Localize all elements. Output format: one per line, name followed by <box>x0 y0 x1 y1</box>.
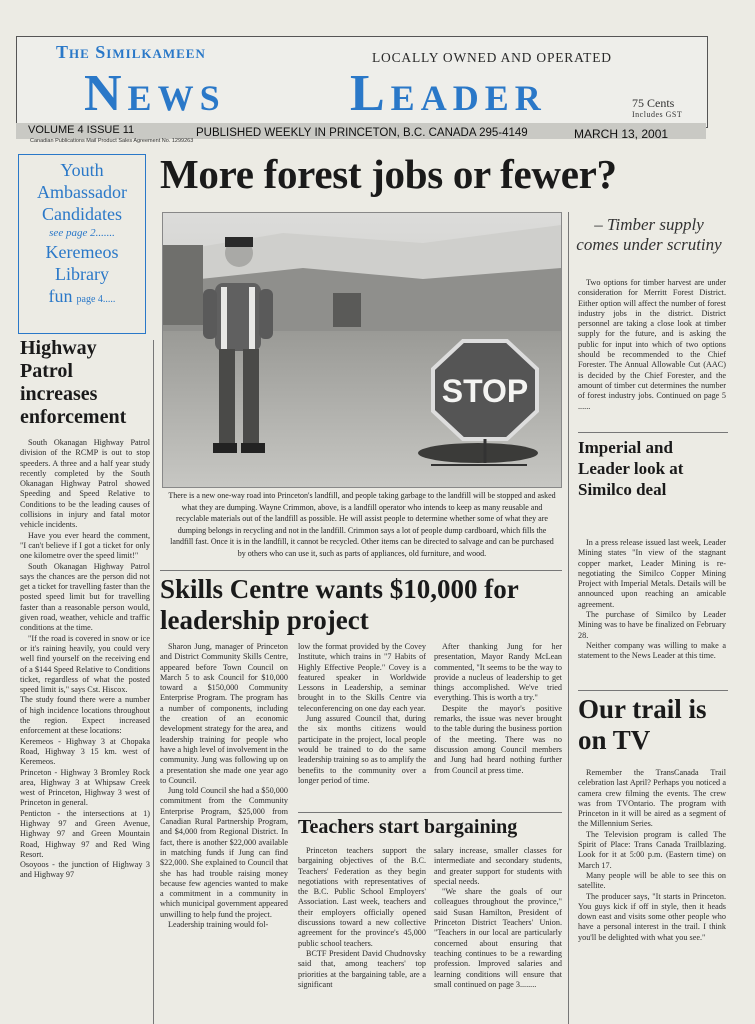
highway-body-8: Penticton - the intersections at 1) Highway 97 and Green Avenue, Highway 97 and Green Mountain Road, Highway 97 and Red Wing Resort. <box>20 808 150 859</box>
skills-col-1 <box>160 642 288 930</box>
divider <box>160 570 562 571</box>
skills-text-1: Sharon Jung, manager of Princeton and District Community Skills Centre, appeared before Town Council on March 5 to ask Council for $10,000 toward a $150,000 Community Enterprise Program. The program has a number of components, including the creation of an economic development strategy for the area, and leadership training for people who have a high level of involvement in the community. Jung was following up on a presentation she made one year ago to Council. <box>160 642 289 785</box>
stop-sign-text: STOP <box>441 373 529 409</box>
imperial-headline[interactable]: Imperial and Leader look at Similco deal <box>578 438 684 499</box>
highway-body-2: Have you ever heard the comment, "I can't believe if I got a ticket for only one kilometre over the speed limit!" <box>20 530 150 561</box>
masthead-tagline: LOCALLY OWNED AND OPERATED <box>372 50 612 65</box>
column-rule <box>568 212 569 1024</box>
promo-see-page-2[interactable]: see page 2....... <box>49 227 115 239</box>
trail-body-3: Many people will be able to see this on satellite. <box>578 870 726 891</box>
highway-story <box>20 438 150 881</box>
promo-see-page-4[interactable]: page 4..... <box>76 294 116 305</box>
promo-fun-line <box>19 285 145 307</box>
highway-body-6: Keremeos - Highway 3 at Chopaka Road, Highway 3 15 km. west of Keremeos. <box>20 736 150 767</box>
imperial-body-3: Neither company was willing to make a statement to the News Leader at this time. <box>578 640 726 661</box>
price-value: 75 Cents <box>632 96 675 110</box>
promo-library: Library <box>55 264 109 284</box>
teachers-text-2: BCTF President David Chudnovsky said that, among teachers' top priorities at the bargaining table, are a significant <box>298 948 426 989</box>
published-line: PUBLISHED WEEKLY IN PRINCETON, B.C. CANADA 295-4149 <box>196 127 528 139</box>
lead-headline[interactable]: More forest jobs or fewer? <box>160 151 617 197</box>
timber-story <box>578 278 726 412</box>
teachers-headline[interactable]: Teachers start bargaining <box>298 816 518 838</box>
timber-body: Two options for timber harvest are under consideration for Merritt Forest District. Either option will affect the number of forest industry jobs in the district. District personnel are taking a close look at timber supply for the future, and is asking the public for input into which of two options should be recommended to the Chief Forester. The Annual Allowable Cut (AAC) is decided by the Chief Forester, and the amount of timber cut determines the number of forest industry jobs. Continued on page 5 ...... <box>578 278 726 411</box>
lead-photo <box>162 212 562 488</box>
promo-youth: Youth <box>60 160 104 180</box>
divider <box>578 690 728 691</box>
imperial-body-2: The purchase of Similco by Leader Mining was to have be finalized on February 28. <box>578 610 726 640</box>
teachers-col-2 <box>434 846 562 990</box>
price-note: Includes GST <box>632 110 683 119</box>
trail-story <box>578 768 726 943</box>
skills-text-4: low the format provided by the Covey Institute, which trains in "7 Habits of Highly Effective People." Covey is a featured speaker in Worldwide Lessons in Leadership, a seminar brought in to the Skills Centre via teleconferencing on one day each year. <box>298 642 426 713</box>
masthead-news: News <box>84 65 226 122</box>
promo-fun: fun <box>48 286 73 306</box>
photo-caption: There is a new one-way road into Princeton's landfill, and people taking garbage to the landfill will be stopped and asked what they are dumping. Wayne Crimmon, above, is a landfill operator who intends to keep as many reusable and recyclable materials out of the landfill as possible. He will assist people to determine whether some of what they are dumping belongs in recycling and not in the landfill. Crimmon says a lot of people dump cardboard, which fills the landfill fast. Once it is in the landfill, it cannot be recycled. Other items can be directed to salvage and can be purchased by others who can use it, such as parts of appliances, old furniture, and wood. <box>168 491 556 558</box>
masthead-leader: Leader <box>350 65 547 122</box>
skills-text-5: Jung assured Council that, during the six months citizens would participate in the project, local people would be trained to do the same leadership training so as to amplify the benefits to the community over a longer period of time. <box>298 714 426 785</box>
landfill-photo-illustration <box>163 213 561 487</box>
masthead-price <box>632 97 682 121</box>
skills-col-3 <box>434 642 562 776</box>
imperial-body-1: In a press release issued last week, Leader Mining states "In view of the stagnant copper market, Leader Mining is re-negotiating the Similco Copper Mining Project with Imperial Metals. Details will be announced upon reaching an amicable agreement. <box>578 538 726 609</box>
mail-agreement: Canadian Publications Mail Product Sales Agreement No. 1299263 <box>30 138 194 144</box>
divider <box>298 812 562 813</box>
trail-body-2: The Television program is called The Spirit of Place: Trans Canada Trailblazing. Look for it at 5:00 p.m. (Eastern time) on March 17. <box>578 829 726 870</box>
trail-body-1: Remember the TransCanada Trail celebration last April? Perhaps you noticed a camera crew filming the events. The crew was from TVOntario. The program with Princeton in it will be aired as a segment of the Millennium Series. <box>578 768 726 829</box>
highway-body-4: "If the road is covered in snow or ice or it's raining heavily, you could very well find yourself on the receiving end of a $144 Speed Relative to Conditions ticket, regardless of what the posted speed limit is," says Cst. Hiscox. <box>20 633 150 695</box>
masthead-the-similkameen: The Similkameen <box>56 42 206 62</box>
divider <box>578 432 728 433</box>
column-rule <box>153 340 154 1024</box>
promo-box[interactable] <box>18 154 146 334</box>
imperial-story <box>578 538 726 662</box>
trail-body-4: The producer says, "It starts in Princeton. You guys kick if off in style, then it heads down east and visits some other people who have a personal interest in the trail. I think you'll be delighted with what you see." <box>578 891 726 942</box>
issue-date: MARCH 13, 2001 <box>574 127 669 141</box>
teachers-text-3: salary increase, smaller classes for intermediate and secondary students, and greater support for students with special needs. <box>434 846 562 886</box>
highway-headline[interactable]: Highway Patrol increases enforcement <box>20 337 127 428</box>
promo-ambassador: Ambassador <box>37 182 127 202</box>
skills-text-3: Leadership training would fol- <box>168 920 269 930</box>
highway-body-3: South Okanagan Highway Patrol says the chances are the person did not get a ticket for travelling faster than the posted speed limit but for travelling faster than a reasonable person would, given road, weather, vehicle and traffic conditions at the time. <box>20 561 150 633</box>
trail-headline[interactable]: Our trail is on TV <box>578 694 707 755</box>
skills-col-2 <box>298 642 426 786</box>
teachers-text-4: "We share the goals of our colleagues throughout the province," said Susan Hamilton, President of Princeton District Teachers' Union. "Teachers in our local are particularly concerned about ensuring that teaching continues to be a rewarding profession. Improved salaries and learning conditions will ensure that small continued on page 3........ <box>434 887 562 989</box>
highway-body-1: South Okanagan Highway Patrol division of the RCMP is out to stop speeders. A three and a half year study recently completed by the South Okanagan Highway Patrol showed Speeding and Speed Relative to Conditions to be the leading causes of collisions in injury and fatal motor vehicle incidents. <box>20 438 150 530</box>
timber-deck[interactable]: – Timber supply comes under scrutiny <box>576 215 722 254</box>
highway-body-7: Princeton - Highway 3 Bromley Rock area, Highway 3 at Whipsaw Creek west of Princeton, Highway 3 west of Princeton in general. <box>20 767 150 808</box>
skills-text-6: After thanking Jung for her presentation, Mayor Randy McLean commented, "It seems to be the way to provide a nucleus of leadership to get things accomplished. We've tried everything. This is worth a try." <box>434 642 562 703</box>
promo-candidates: Candidates <box>42 204 122 224</box>
skills-text-2: Jung told Council she had a $50,000 commitment from the Community Enterprise Program, $25,000 from Canadian Rural Partnership Program, and $4,000 from Regional District. In fact, there is another $22,000 available in matching funds if Jung can find $22,000. She explained to Council that she has had trouble raising money because few agencies wanted to make a commitment in a community in which municipal government appeared unwilling to help fund the project. <box>160 786 288 919</box>
volume-issue: VOLUME 4 ISSUE 11 <box>28 124 135 136</box>
highway-body-9: Osoyoos - the junction of Highway 3 and Highway 97 <box>20 860 150 880</box>
highway-body-5: The study found there were a number of high incidence locations throughout the region. Expect increased enforcement at these locations: <box>20 695 150 736</box>
skills-text-7: Despite the mayor's positive remarks, the issue was never brought to the table during the business portion of the meeting. There was no discussion among Council members and Jung had heard nothing further from Council at press time. <box>434 703 562 775</box>
teachers-col-1 <box>298 846 426 990</box>
teachers-text-1: Princeton teachers support the bargaining objectives of the B.C. Teachers' Federation as they begin negotiations with representatives of the B.C. Public School Employers' Association. Last week, teachers and their employers officially opened discussions toward a new collective agreement for the province's 45,000 public school teachers. <box>298 846 426 948</box>
skills-headline[interactable]: Skills Centre wants $10,000 for leadership project <box>160 574 519 635</box>
promo-keremeos: Keremeos <box>45 242 119 262</box>
